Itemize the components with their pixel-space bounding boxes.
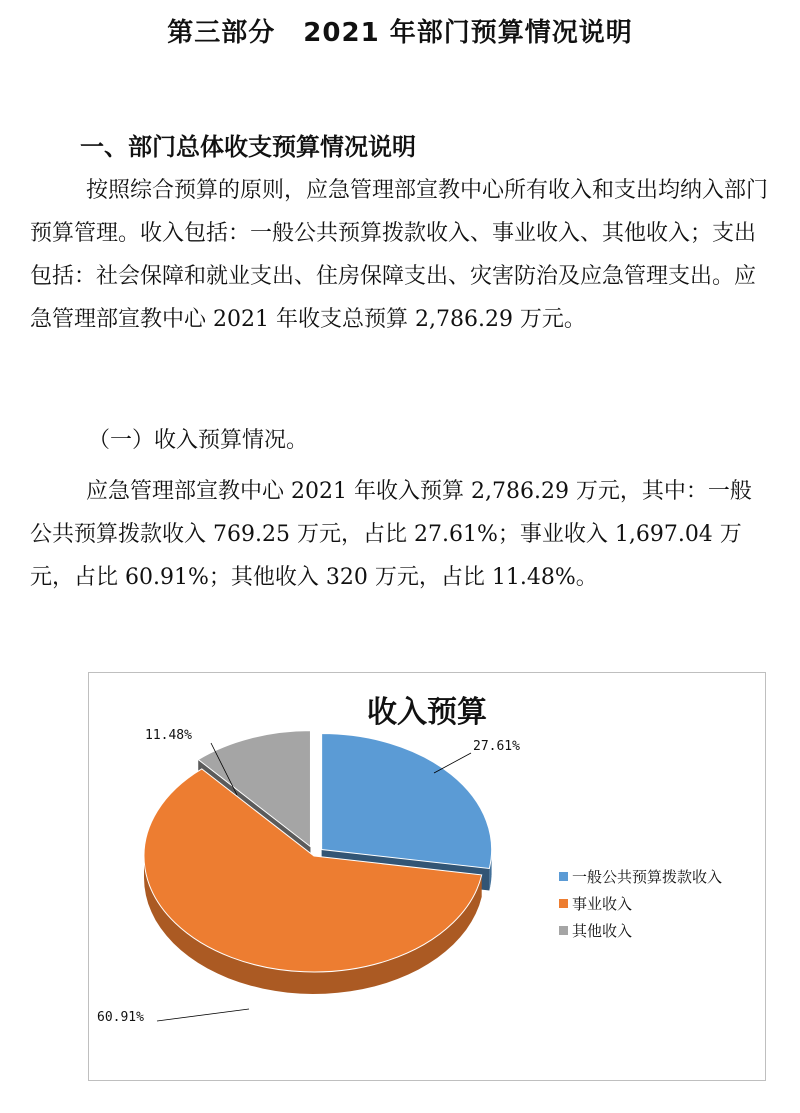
legend-item [559, 863, 722, 890]
subsection-paragraph-text: 应急管理部宣教中心 2021 年收入预算 2,786.29 万元，其中：一般公共预算拨款收入 769.25 万元，占比 27.61%；事业收入 1,697.04 万元，占比 60.91%；其他收入 320 万元，占比 11.48%。 [30, 479, 752, 590]
section-paragraph [30, 169, 772, 341]
legend-label-2: 其他收入 [572, 922, 633, 940]
section-heading: 一、部门总体收支预算情况说明 [80, 133, 416, 161]
leader-line-0 [434, 753, 471, 773]
legend-item [559, 890, 722, 917]
legend-swatch-1 [559, 899, 568, 908]
pie-slice-0 [322, 734, 492, 869]
subsection-heading: （一）收入预算情况。 [88, 428, 309, 453]
legend-item [559, 917, 722, 944]
chart-legend [559, 863, 722, 944]
chart-title: 收入预算 [367, 695, 487, 730]
legend-label-1: 事业收入 [572, 895, 633, 913]
page-title [0, 12, 800, 49]
part-label: 第三部分 [167, 18, 276, 48]
data-label-0: 27.61% [473, 739, 520, 754]
income-pie-chart [88, 672, 766, 1081]
legend-label-0: 一般公共预算拨款收入 [572, 868, 723, 886]
data-label-1: 60.91% [97, 1010, 144, 1025]
section-paragraph-text: 按照综合预算的原则，应急管理部宣教中心所有收入和支出均纳入部门预算管理。收入包括：一般公共预算拨款收入、事业收入、其他收入；支出包括：社会保障和就业支出、住房保障支出、灾害防治及应急管理支出。应急管理部宣教中心 2021 年收支总预算 2,786.29 万元。 [30, 178, 769, 332]
leader-line-1 [157, 1009, 249, 1021]
data-label-2: 11.48% [145, 728, 192, 743]
legend-swatch-2 [559, 926, 568, 935]
title-text: 2021 年部门预算情况说明 [303, 18, 633, 48]
legend-swatch-0 [559, 872, 568, 881]
subsection-paragraph [30, 470, 772, 599]
